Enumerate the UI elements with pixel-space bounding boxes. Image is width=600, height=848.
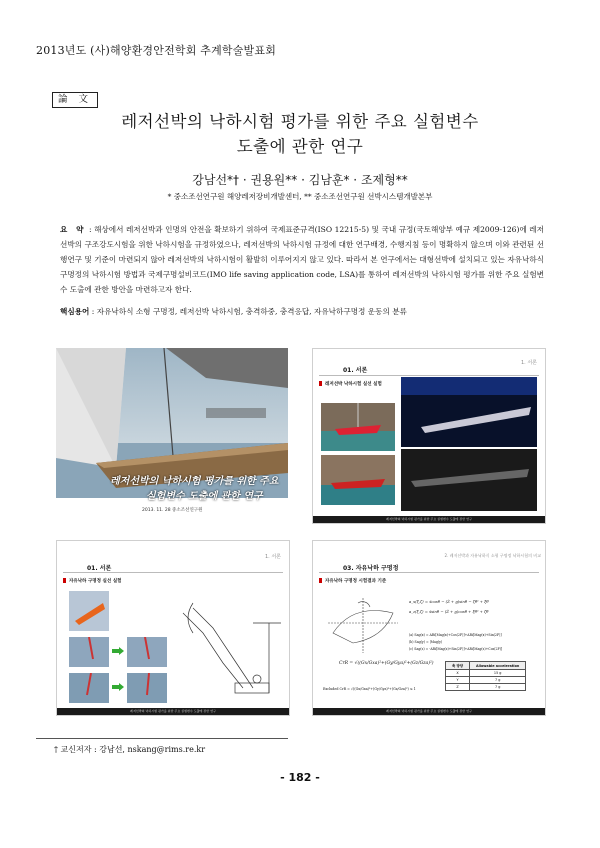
keywords-label: 핵심용어 bbox=[60, 307, 90, 316]
slide-subtitle: 레저선박 낙하시험 실선 실험 bbox=[319, 381, 382, 387]
equation-crr: CrR = √((Gx/Gxa)²+(Gy/Gya)²+(Gz/Gza)²) bbox=[339, 661, 434, 666]
drop-test-photo bbox=[401, 449, 537, 511]
test-facility-photo bbox=[321, 403, 395, 451]
lifeboat-photo bbox=[69, 673, 109, 703]
slide-lifeboat-criteria bbox=[312, 540, 546, 716]
author-list: 강남선*† · 권용원** · 김남훈* · 조제형** bbox=[192, 173, 408, 187]
table-row bbox=[446, 677, 526, 684]
table-cell: Y bbox=[446, 677, 470, 684]
table-cell: 7 g bbox=[470, 684, 526, 691]
lifeboat-photo bbox=[69, 637, 109, 667]
abstract-text: : 해상에서 레저선박과 인명의 안전을 확보하기 위하여 국제표준규격(ISO 12215-5) 및 국내 규정(국토해양부 예규 제2009-126)에 레저선박의 구조강도시험을 위한 낙하시험을 규정하였으나, 레저선박의 낙하시험 규정에 대한 연구배경, 수행지침 등이 명확하지 않으며 이와 관련된 선행연구 및 기준이 마련되지 않아 레저선박의 낙하시험이 활발히 이루어지지 않고 있다. 따라서 본 연구에서는 대형선박에 설치되고 있는 자유낙하식 구명정의 낙하시험 방법과 국제구명설비코드(IMO life saving application code, LSA)를 통하여 레저선박의 낙하시험 평가를 위한 주요 실험변수 도출에 관한 방안을 마련하고자 한다. bbox=[60, 225, 544, 294]
page-number: - 182 - bbox=[280, 771, 320, 784]
equation-ax: a_x(ξ,ζ) = ẍcosθ − (Ż + g)sinθ − ζθ̇² + ξθ̈ bbox=[409, 599, 489, 604]
slide-footer: 레저선박의 낙하시험 평가를 위한 주요 실험변수 도출에 관한 연구 bbox=[57, 708, 289, 715]
conference-header: 2013년도 (사)해양환경안전학회 추계학술발표회 bbox=[36, 44, 277, 57]
slide-intro-lifeboat bbox=[56, 540, 290, 716]
equation-sag-z: (c) Sag(z) = -ARi[Mag(z)+Sin(2F)]+ARi[Mag(z)+Cos(2F)] bbox=[409, 647, 503, 651]
keywords-text: : 자유낙하식 소형 구명정, 레저선박 낙하시험, 충격하중, 충격응답, 자유낙하구명정 운동의 분류 bbox=[91, 307, 407, 316]
test-facility-photo bbox=[321, 455, 395, 505]
slide-subtitle: 자유낙하 구명정 시험결과 기준 bbox=[319, 578, 386, 584]
cover-caption-line2: 실험변수 도출에 관한 연구 bbox=[146, 491, 263, 502]
acceleration-table bbox=[445, 661, 526, 691]
abstract-label: 요 약 bbox=[60, 225, 87, 234]
table-cell: 15 g bbox=[470, 670, 526, 677]
slide-footer: 레저선박의 낙하시험 평가를 위한 주요 실험변수 도출에 관한 연구 bbox=[313, 516, 545, 523]
lifeboat-photo bbox=[127, 673, 167, 703]
slide-footer: 레저선박의 낙하시험 평가를 위한 주요 실험변수 도출에 관한 연구 bbox=[313, 708, 545, 715]
lifeboat-photo bbox=[127, 637, 167, 667]
keywords bbox=[60, 306, 544, 317]
footnote-divider bbox=[36, 738, 288, 739]
abstract bbox=[60, 222, 544, 297]
table-cell: 7 g bbox=[470, 677, 526, 684]
slide-heading: 03. 자유낙하 구명정 bbox=[343, 565, 399, 572]
slide-section: 1. 서론 bbox=[520, 360, 537, 366]
arrow-right-icon bbox=[112, 647, 124, 655]
paper-title-line1: 레저선박의 낙하시험 평가를 위한 주요 실험변수 bbox=[121, 112, 479, 131]
equation-crr-full: Excluded CrR = √((Gx/Gxa)²+(Gy/Gya)²+(Gz/Gza)²) ≤ 1 bbox=[323, 687, 416, 691]
cover-caption-line1: 레저선박의 낙하시험 평가를 위한 주요 bbox=[110, 476, 279, 487]
paper-title-line2: 도출에 관한 연구 bbox=[236, 137, 364, 156]
table-header: Allowable acceleration bbox=[470, 662, 526, 670]
slide-intro-leisure bbox=[312, 348, 546, 524]
equation-az: a_z(ξ,ζ) = ẍsinθ − (Ż + g)cosθ + ξθ̇² + ζθ̈ bbox=[409, 609, 489, 614]
slide-heading: 01. 서론 bbox=[343, 367, 368, 374]
article-type-tag: 論 文 bbox=[52, 92, 98, 108]
davit-diagram bbox=[173, 593, 283, 703]
table-header: 축 방향 bbox=[446, 662, 470, 670]
affiliation: * 중소조선연구원 해양레저장비개발센터, ** 중소조선연구원 선박시스템개발본부 bbox=[167, 192, 433, 201]
cover-date: 2013. 11. 28 중소조선연구원 bbox=[142, 508, 203, 513]
slide-cover bbox=[56, 348, 288, 522]
arrow-right-icon bbox=[112, 683, 124, 691]
table-cell: Z bbox=[446, 684, 470, 691]
lifeboat-coordinate-diagram bbox=[323, 593, 403, 657]
corresponding-author-footnote: † 교신저자 : 강남선, nskang@rims.re.kr bbox=[54, 745, 206, 754]
equation-sag-x: (a) Sag(x) = ARi[Mag(x)+Cos(2F)]+ARi[Mag(x)+Sin(2F)] bbox=[409, 633, 502, 637]
slide-section: 2. 레저선박과 자유낙하식 소형 구명정 낙하시험의 비교 bbox=[444, 553, 541, 558]
table-row bbox=[446, 684, 526, 691]
slide-subtitle: 자유낙하 구명정 실선 실험 bbox=[63, 578, 122, 584]
drop-test-photo bbox=[401, 377, 537, 447]
slide-section: 1. 서론 bbox=[264, 554, 281, 560]
lifeboat-photo bbox=[69, 591, 109, 631]
table-cell: X bbox=[446, 670, 470, 677]
slide-heading: 01. 서론 bbox=[87, 565, 112, 572]
equation-sag-y: (b) Sag(y) = |Mag(y) bbox=[409, 640, 443, 644]
table-row bbox=[446, 670, 526, 677]
